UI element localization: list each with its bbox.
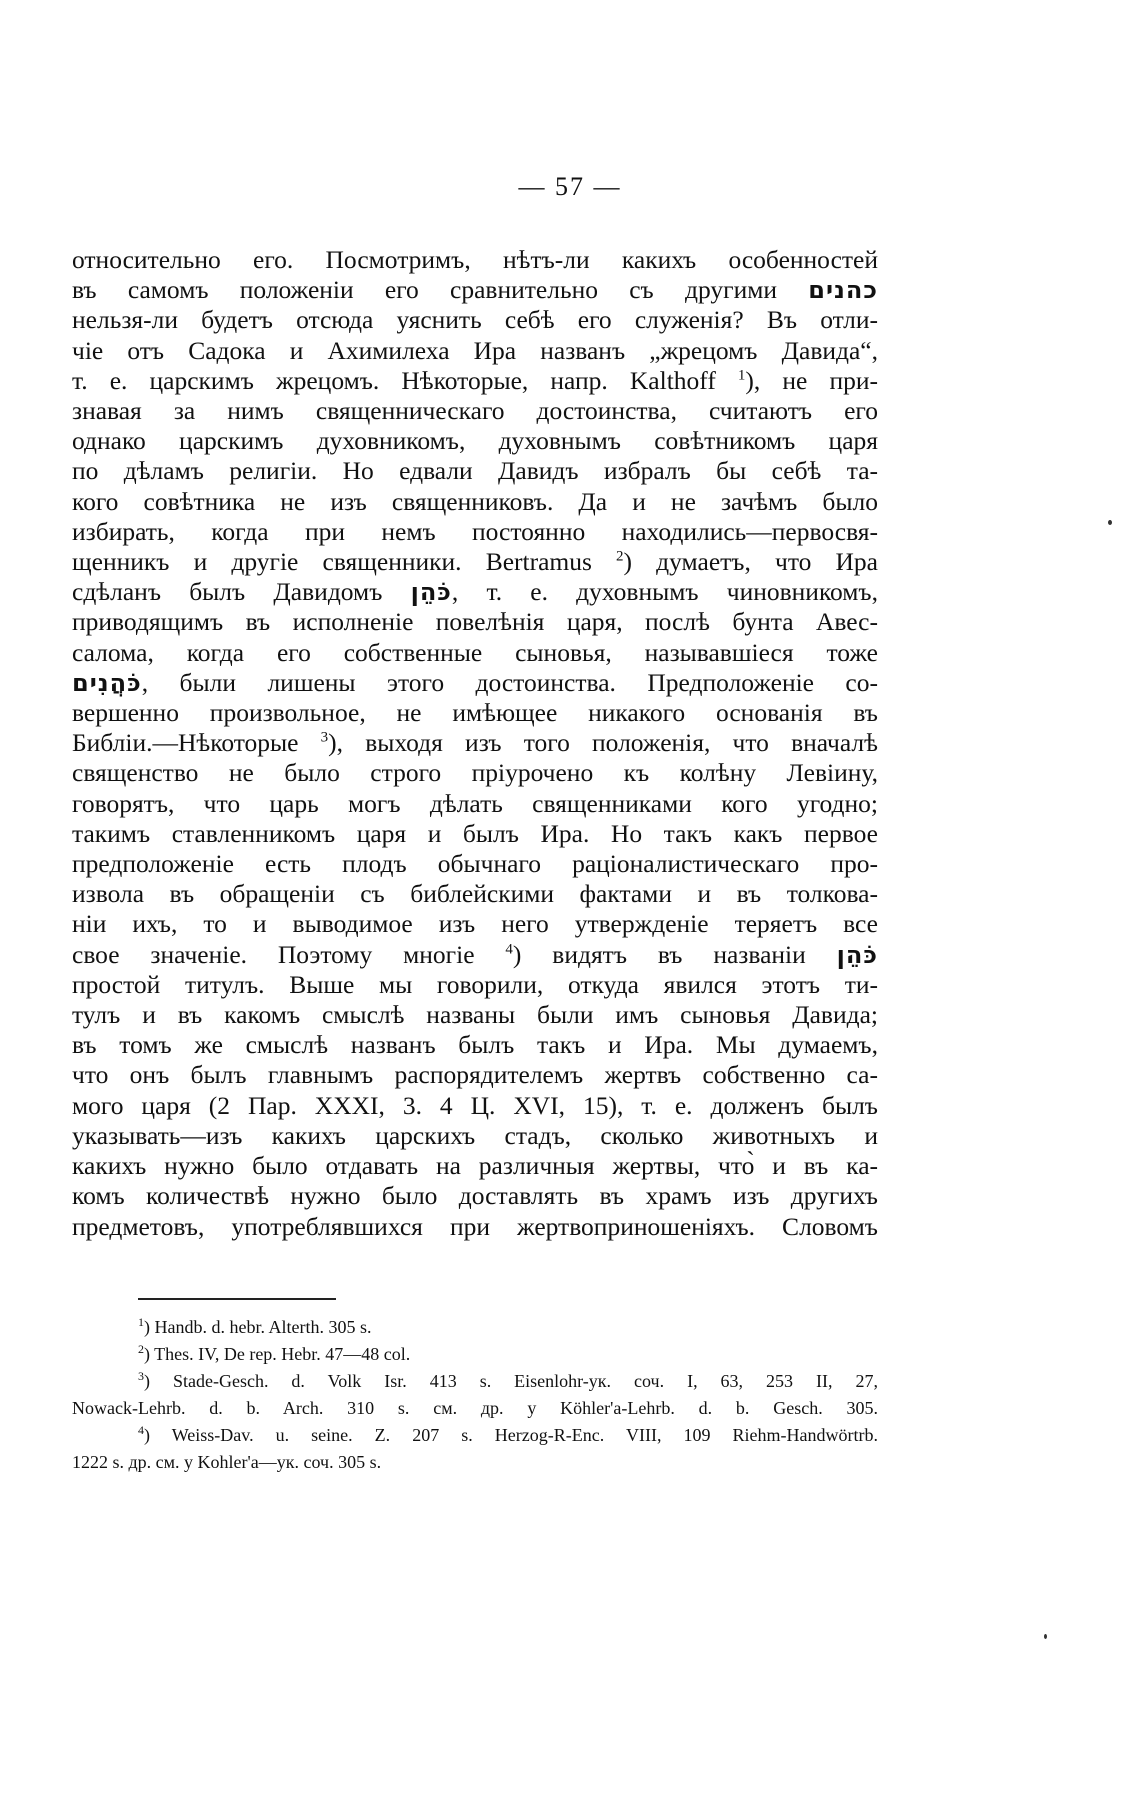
text-line: относительно его. Посмотримъ, нѣтъ-ли какихъ особенностей xyxy=(72,245,878,274)
footnote-marker: 2 xyxy=(138,1342,144,1356)
footnote: $^3$) Stade-Gesch. d. Volk Isr. 413 s. Eisenlohr-ук. соч. I, 63, 253 II, 27, xyxy=(138,1369,878,1391)
text-line: тулъ и въ какомъ смыслѣ названы были имъ сыновья Давида; xyxy=(72,1000,878,1030)
text-line: т. е. царскимъ жрецомъ. Нѣкоторые, напр. Kalthoff $^1$), не при- xyxy=(72,365,878,395)
text-line: священство не было строго пріурочено къ колѣну Левіину, xyxy=(72,758,878,788)
text-line: нельзя-ли будетъ отсюда уяснить себѣ его служенія? Въ отли- xyxy=(72,305,878,335)
hebrew-word: כֹּהֵן xyxy=(836,940,878,969)
text-line: чіе отъ Садока и Ахимилеха Ира названъ „жрецомъ Давида“, xyxy=(72,335,878,365)
footnote-divider xyxy=(138,1298,336,1300)
paper-speck xyxy=(1108,520,1112,525)
footnote-ref: 2 xyxy=(616,548,624,565)
text-line: мого царя (2 Пар. XXXI, 3. 4 Ц. XVI, 15), т. е. долженъ былъ xyxy=(72,1090,878,1120)
text-line: Библіи.—Нѣкоторые $^3$), выходя изъ того положенія, что вначалѣ xyxy=(72,728,878,758)
text-line: вершенно произвольное, не имѣющее никакого основанія въ xyxy=(72,698,878,728)
text-line: что онъ былъ главнымъ распорядителемъ жертвъ собственно са- xyxy=(72,1060,878,1090)
footnote-marker: 4 xyxy=(138,1423,144,1437)
text-line: говорятъ, что царь могъ дѣлать священниками кого угодно; xyxy=(72,788,878,818)
footnote: $^1$) Handb. d. hebr. Alterth. 305 s. xyxy=(138,1315,372,1337)
text-line: приводящимъ въ исполненіе повелѣнія царя, послѣ бунта Авес- xyxy=(72,607,878,637)
text-line: указывать—изъ какихъ царскихъ стадъ, сколько животныхъ и xyxy=(72,1120,878,1150)
text-line: ніи ихъ, то и выводимое изъ него утвержденіе теряетъ все xyxy=(72,909,878,939)
footnote-marker: 1 xyxy=(138,1315,144,1329)
footnotes xyxy=(72,1314,878,1476)
text-line: предметовъ, употреблявшихся при жертвоприношеніяхъ. Словомъ xyxy=(72,1211,878,1241)
hebrew-word: כהנים xyxy=(808,276,878,305)
hebrew-word: כֹּהֲנִים xyxy=(72,668,142,697)
text-line: такимъ ставленникомъ царя и былъ Ира. Но такъ какъ первое xyxy=(72,818,878,848)
text-line: свое значеніе. Поэтому многіе $^4$) видятъ въ названіи כֹּהֵן xyxy=(72,939,878,969)
text-line: какихъ нужно было отдавать на различныя жертвы, что̀ и въ ка- xyxy=(72,1151,878,1181)
text-line: въ самомъ положеніи его сравнительно съ другими כהנים xyxy=(72,275,878,305)
paper-speck xyxy=(1044,1634,1047,1639)
text-line: כֹּהֲנִים, были лишены этого достоинства. Предположеніе со- xyxy=(72,667,878,697)
text-line: кого совѣтника не изъ священниковъ. Да и не зачѣмъ было xyxy=(72,486,878,516)
footnote: $^4$) Weiss-Dav. u. seine. Z. 207 s. Herzog-R-Enc. VIII, 109 Riehm-Handwörtrb. xyxy=(138,1423,878,1445)
main-text xyxy=(72,245,878,1242)
text-line: предположеніе есть плодъ обычнаго раціоналистическаго про- xyxy=(72,849,878,879)
footnote: $^2$) Thes. IV, De rep. Hebr. 47—48 col. xyxy=(138,1342,411,1364)
footnote-marker: 3 xyxy=(138,1369,144,1383)
text-line: избирать, когда при немъ постоянно находились—первосвя- xyxy=(72,516,878,546)
text-line: комъ количествѣ нужно было доставлять въ храмъ изъ другихъ xyxy=(72,1181,878,1211)
text-line: сдѣланъ былъ Давидомъ כֹּהֵן, т. е. духовнымъ чиновникомъ, xyxy=(72,577,878,607)
page-number: — 57 — xyxy=(518,172,622,201)
text-line: по дѣламъ религіи. Но едвали Давидъ избралъ бы себѣ та- xyxy=(72,456,878,486)
footnote-continuation: Nowack-Lehrb. d. b. Arch. 310 s. см. др. у Köhler'a-Lehrb. d. b. Gesch. 305. xyxy=(72,1398,878,1418)
footnote-ref: 4 xyxy=(505,941,513,958)
footnote-ref: 3 xyxy=(320,729,329,746)
text-line: знавая за нимъ священническаго достоинства, считаютъ его xyxy=(72,396,878,426)
footnote-ref: 1 xyxy=(737,367,746,384)
hebrew-word: כֹּהֵן xyxy=(410,578,452,607)
text-line: щенникъ и другіе священники. Bertramus $^2$) думаетъ, что Ира xyxy=(72,547,878,577)
text-line: извола въ обращеніи съ библейскими фактами и въ толкова- xyxy=(72,879,878,909)
text-line: въ томъ же смыслѣ названъ былъ такъ и Ира. Мы думаемъ, xyxy=(72,1030,878,1060)
text-line: салома, когда его собственные сыновья, называвшіеся тоже xyxy=(72,637,878,667)
text-line: простой титулъ. Выше мы говорили, откуда явился этотъ ти- xyxy=(72,969,878,999)
footnote-continuation: 1222 s. др. см. у Kohler'a—ук. соч. 305 s. xyxy=(72,1452,382,1472)
text-line: однако царскимъ духовникомъ, духовнымъ совѣтникомъ царя xyxy=(72,426,878,456)
